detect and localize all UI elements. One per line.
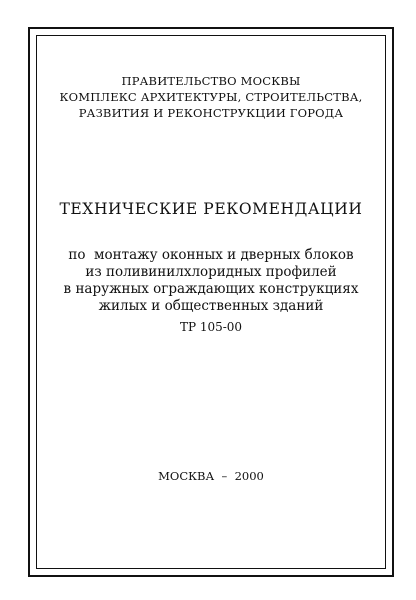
organization-line: ПРАВИТЕЛЬСТВО МОСКВЫ (121, 74, 301, 88)
title-page-content (36, 35, 386, 569)
document-subject (36, 247, 386, 315)
issuing-organization (36, 73, 386, 121)
document-code: ТР 105-00 (179, 320, 243, 334)
organization-line: КОМПЛЕКС АРХИТЕКТУРЫ, СТРОИТЕЛЬСТВА, (59, 90, 363, 104)
subject-line: из поливинилхлоридных профилей (85, 264, 337, 280)
place-and-year: МОСКВА – 2000 (158, 469, 264, 483)
document-title: ТЕХНИЧЕСКИЕ РЕКОМЕНДАЦИИ (59, 200, 363, 218)
subject-line: жилых и общественных зданий (98, 298, 324, 314)
organization-line: РАЗВИТИЯ И РЕКОНСТРУКЦИИ ГОРОДА (78, 106, 344, 120)
subject-line: по монтажу оконных и дверных блоков (68, 247, 354, 263)
subject-line: в наружных ограждающих конструкциях (63, 281, 359, 297)
